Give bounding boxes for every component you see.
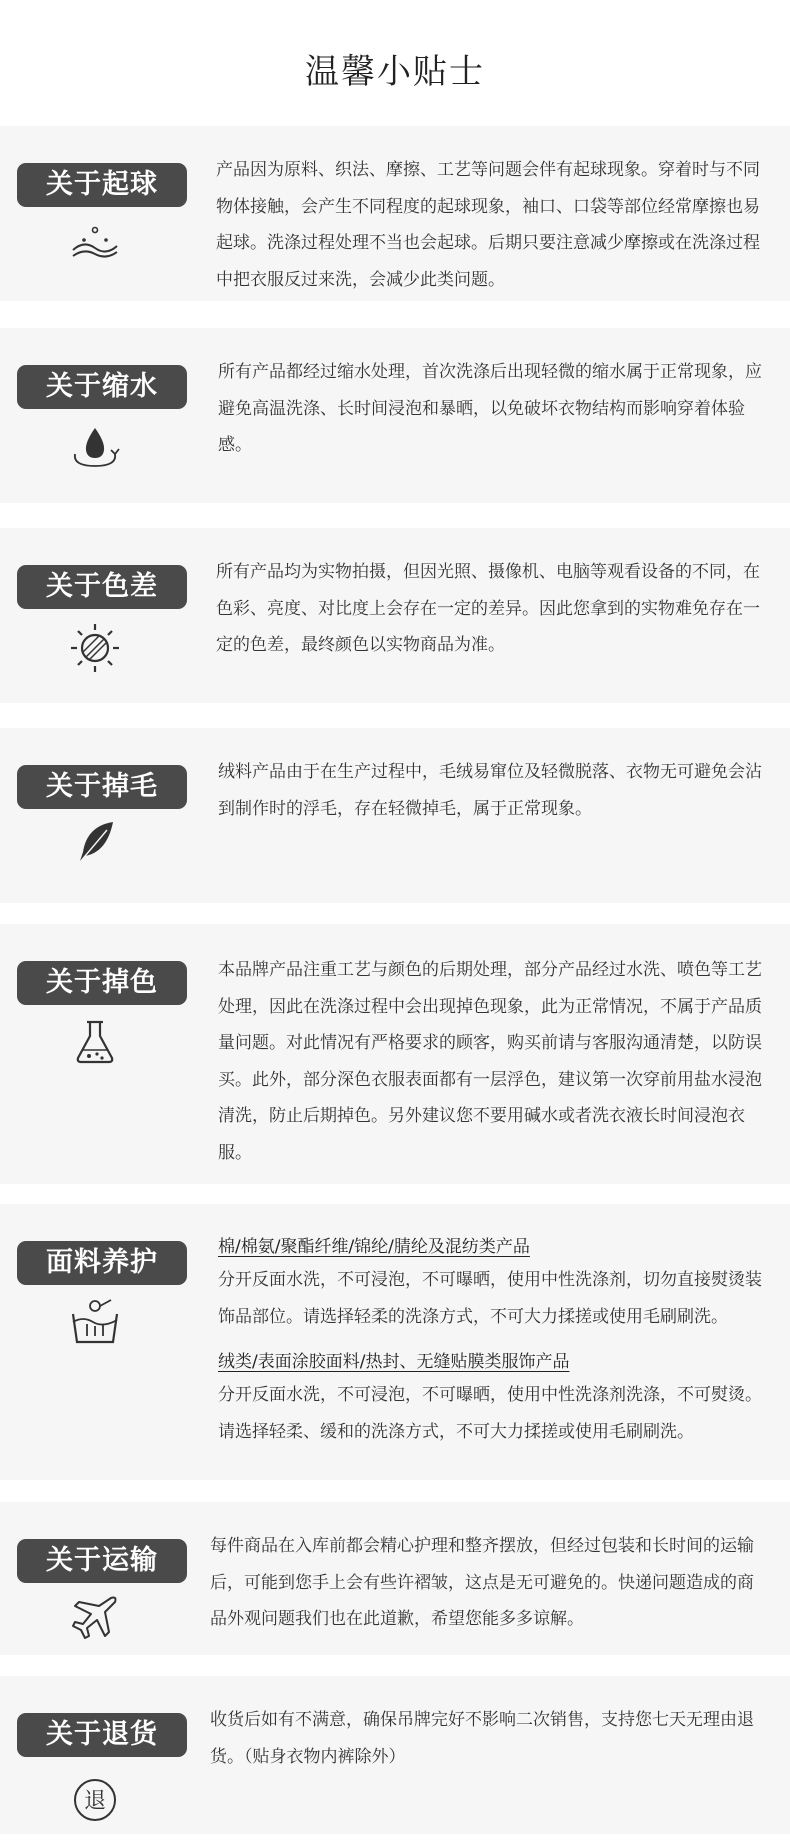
section-text: 每件商品在入库前都会精心护理和整齐摆放，但经过包装和长时间的运输后，可能到您手上会有些许褶皱，这点是无可避免的。快递问题造成的商品外观问题我们也在此道歉，希望您能多多谅解。 xyxy=(210,1536,754,1629)
pilling-icon xyxy=(67,218,123,274)
section-shipping xyxy=(0,1502,790,1655)
section-text: 所有产品都经过缩水处理，首次洗涤后出现轻微的缩水属于正常现象，应避免高温洗涤、长时间浸泡和暴晒，以免破坏衣物结构而影响穿着体验感。 xyxy=(218,362,762,455)
wash-basin-icon xyxy=(67,1296,123,1352)
airplane-icon xyxy=(67,1590,123,1646)
section-label: 关于运输 xyxy=(17,1539,187,1583)
feather-icon xyxy=(67,816,123,872)
section-label: 关于退货 xyxy=(17,1713,187,1757)
section-returns xyxy=(0,1676,790,1834)
section-text: 产品因为原料、织法、摩擦、工艺等问题会伴有起球现象。穿着时与不同物体接触，会产生不同程度的起球现象，袖口、口袋等部位经常摩擦也易起球。洗涤过程处理不当也会起球。后期只要注意减少摩擦或在洗涤过程中把衣服反过来洗，会减少此类问题。 xyxy=(216,160,760,290)
section-label: 面料养护 xyxy=(17,1241,187,1285)
water-drop-icon xyxy=(67,420,123,476)
section-fading xyxy=(0,924,790,1184)
section-label: 关于缩水 xyxy=(17,365,187,409)
section-text: 所有产品均为实物拍摄，但因光照、摄像机、电脑等观看设备的不同，在色彩、亮度、对比度上会存在一定的差异。因此您拿到的实物难免存在一定的色差，最终颜色以实物商品为准。 xyxy=(216,562,760,655)
section-label: 关于掉毛 xyxy=(17,765,187,809)
care-text-1: 分开反面水洗，不可浸泡，不可曝晒，使用中性洗涤剂，切勿直接熨烫装饰品部位。请选择轻柔的洗涤方式，不可大力揉搓或使用毛刷刷洗。 xyxy=(218,1270,762,1327)
care-text-2: 分开反面水洗，不可浸泡，不可曝晒，使用中性洗涤剂洗涤，不可熨烫。请选择轻柔、缓和的洗涤方式，不可大力揉搓或使用毛刷刷洗。 xyxy=(218,1385,762,1442)
section-shrinkage xyxy=(0,328,790,503)
sun-icon xyxy=(67,620,123,676)
section-color-difference xyxy=(0,528,790,703)
section-text: 本品牌产品注重工艺与颜色的后期处理，部分产品经过水洗、喷色等工艺处理，因此在洗涤过程中会出现掉色现象，此为正常情况，不属于产品质量问题。对此情况有严格要求的顾客，购买前请与客服沟通清楚，以防误买。此外，部分深色衣服表面都有一层浮色，建议第一次穿前用盐水浸泡清洗，防止后期掉色。另外建议您不要用碱水或者洗衣液长时间浸泡衣服。 xyxy=(218,960,762,1163)
section-text: 收货后如有不满意，确保吊牌完好不影响二次销售，支持您七天无理由退货。（贴身衣物内裤除外） xyxy=(210,1710,754,1767)
section-pilling xyxy=(0,126,790,301)
section-text: 绒料产品由于在生产过程中，毛绒易窜位及轻微脱落、衣物无可避免会沾到制作时的浮毛，存在轻微掉毛，属于正常现象。 xyxy=(218,762,762,819)
section-fabric-care xyxy=(0,1204,790,1480)
return-icon xyxy=(67,1772,123,1828)
section-label: 关于掉色 xyxy=(17,961,187,1005)
svg-text:退: 退 xyxy=(83,1789,107,1814)
flask-icon xyxy=(67,1014,123,1070)
fabric-care-content xyxy=(218,1232,768,1450)
section-label: 关于色差 xyxy=(17,565,187,609)
section-label: 关于起球 xyxy=(17,163,187,207)
care-subheading-2: 绒类/表面涂胶面料/热封、无缝贴膜类服饰产品 xyxy=(218,1352,570,1372)
page-title: 温馨小贴士 xyxy=(305,52,485,92)
section-shedding xyxy=(0,728,790,903)
care-subheading-1: 棉/棉氨/聚酯纤维/锦纶/腈纶及混纺类产品 xyxy=(218,1237,530,1257)
